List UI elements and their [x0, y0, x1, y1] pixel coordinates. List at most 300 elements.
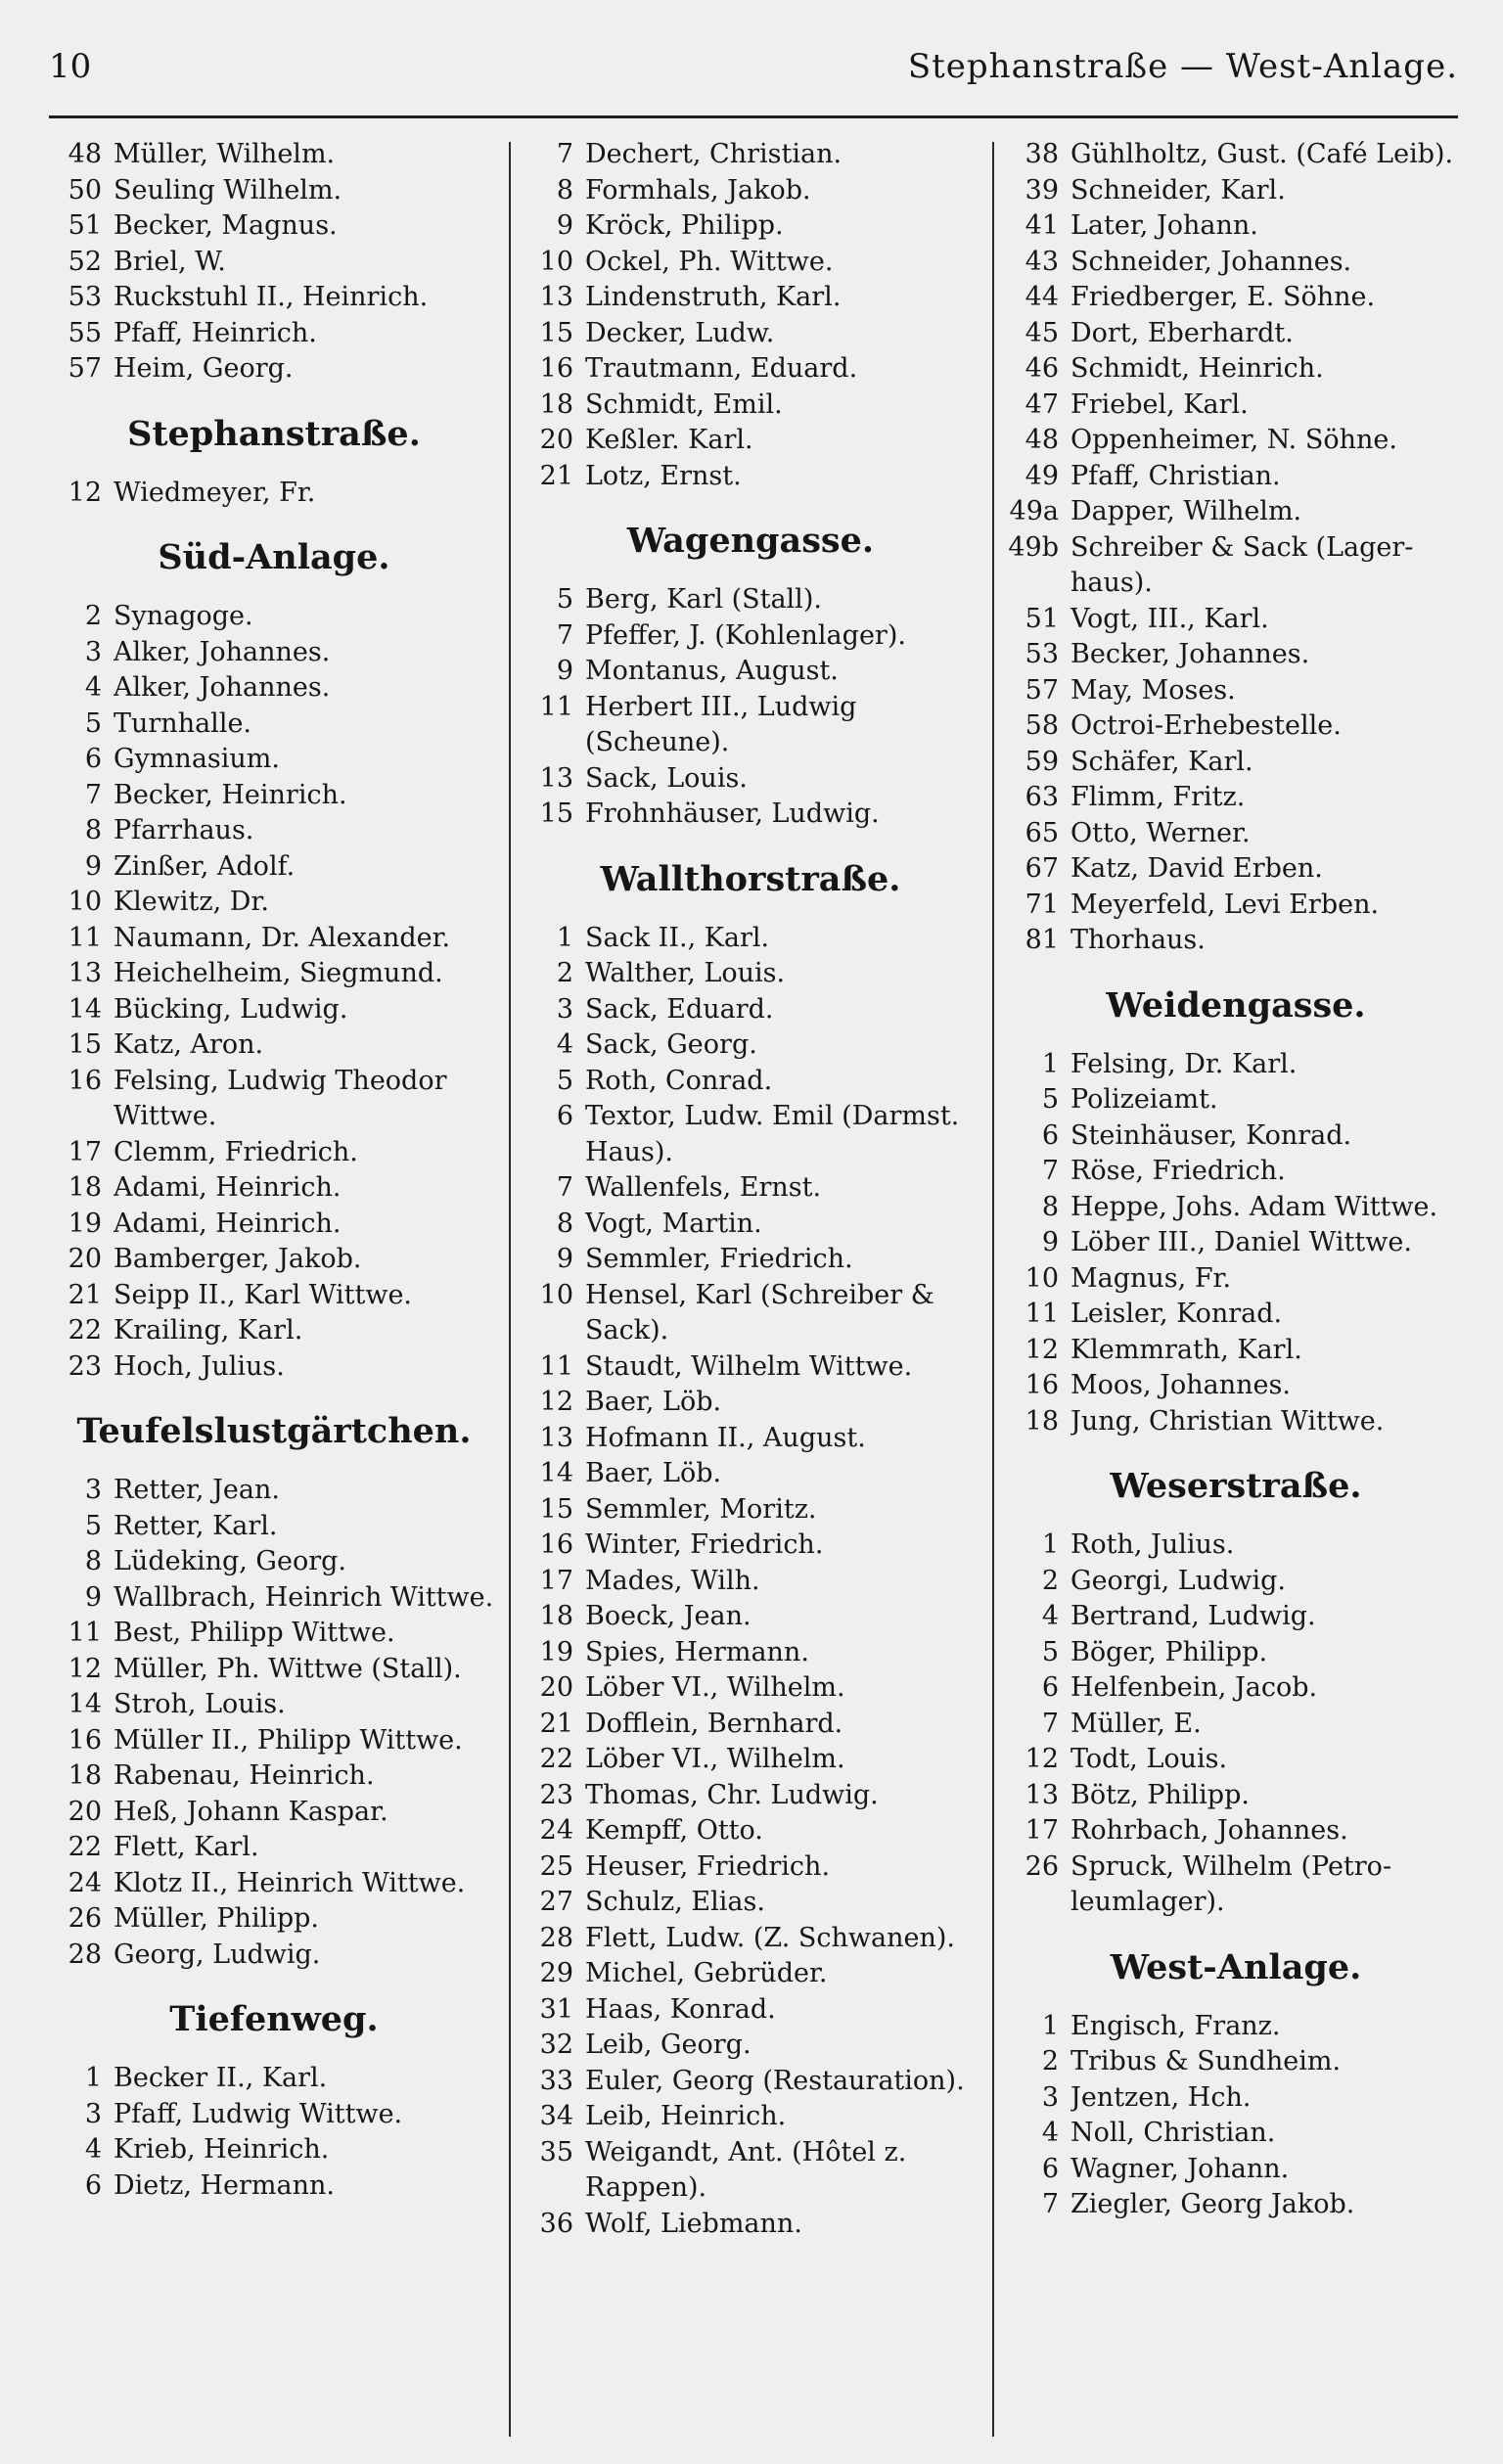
house-number: 5 — [84, 1510, 102, 1541]
directory-entry — [521, 1813, 980, 1849]
resident-name: Decker, Ludw. — [585, 317, 775, 348]
resident-name: Pfeffer, J. (Kohlenlager). — [585, 619, 906, 651]
house-number: 4 — [1041, 1601, 1059, 1631]
resident-name: Kempff, Otto. — [585, 1815, 763, 1846]
directory-entry — [49, 1170, 499, 1207]
directory-entry — [49, 2168, 499, 2205]
directory-entry — [1006, 1154, 1466, 1190]
house-number: 13 — [539, 282, 573, 312]
directory-entry — [1006, 1297, 1466, 1333]
resident-name: Gühlholtz, Gust. (Café Leib). — [1070, 139, 1454, 169]
resident-name: Tribus & Sundheim. — [1070, 2046, 1342, 2076]
resident-name: Schneider, Johannes. — [1070, 246, 1352, 277]
house-number: 19 — [68, 1208, 102, 1239]
resident-name: Ziegler, Georg Jakob. — [1070, 2189, 1355, 2219]
entry-continuation: (Scheune). — [585, 727, 730, 757]
house-number: 1 — [1041, 1048, 1059, 1079]
resident-name: Dietz, Hermann. — [114, 2169, 335, 2201]
resident-name: Magnus, Fr. — [1070, 1262, 1232, 1294]
resident-name: Krieb, Heinrich. — [114, 2134, 330, 2165]
resident-name: Noll, Christian. — [1070, 2118, 1276, 2148]
directory-entry — [1006, 2152, 1466, 2188]
house-number: 7 — [84, 779, 102, 810]
directory-entry — [521, 245, 980, 281]
street-heading: Weidengasse. — [1106, 984, 1366, 1026]
house-number: 34 — [539, 2101, 573, 2131]
directory-entry — [521, 1278, 980, 1314]
house-number: 7 — [556, 139, 573, 169]
house-number: 53 — [68, 282, 102, 312]
house-number: 33 — [539, 2065, 573, 2096]
directory-entry — [49, 670, 499, 707]
entry-continuation: Sack). — [585, 1315, 669, 1346]
house-number: 49 — [1025, 460, 1059, 491]
directory-entry — [521, 2028, 980, 2064]
resident-name: Heuser, Friedrich. — [585, 1850, 831, 1882]
resident-name: Löber III., Daniel Wittwe. — [1070, 1227, 1412, 1257]
directory-entry — [521, 1778, 980, 1814]
resident-name: Gymnasium. — [114, 744, 280, 774]
resident-name: Felsing, Ludwig Theodor — [114, 1065, 447, 1096]
directory-entry — [1006, 1404, 1466, 1440]
directory-entry — [521, 654, 980, 690]
resident-name: Heppe, Johs. Adam Wittwe. — [1070, 1191, 1438, 1222]
resident-name: Vogt, III., Karl. — [1070, 603, 1269, 634]
resident-name: Müller, Philipp. — [114, 1903, 320, 1934]
resident-name: Seipp II., Karl Wittwe. — [114, 1279, 413, 1310]
house-number: 9 — [84, 1581, 102, 1613]
directory-entry — [1006, 1707, 1466, 1743]
directory-entry — [521, 1385, 980, 1421]
resident-name: Bücking, Ludwig. — [114, 993, 348, 1025]
house-number: 16 — [68, 1724, 102, 1756]
house-number: 45 — [1025, 317, 1059, 348]
house-number: 14 — [539, 1458, 573, 1488]
directory-entry — [49, 992, 499, 1028]
house-number: 22 — [539, 1744, 573, 1774]
house-number: 12 — [68, 1653, 102, 1684]
resident-name: Hofmann II., August. — [585, 1422, 866, 1453]
resident-name: Becker II., Karl. — [114, 2063, 328, 2093]
street-heading: Stephanstraße. — [127, 413, 421, 454]
resident-name: Thomas, Chr. Ludwig. — [585, 1779, 879, 1810]
directory-entry — [49, 2097, 499, 2133]
column-divider — [509, 142, 511, 2437]
resident-name: Felsing, Dr. Karl. — [1070, 1048, 1298, 1079]
house-number: 67 — [1025, 853, 1059, 884]
resident-name: Becker, Johannes. — [1070, 639, 1310, 669]
resident-name: Montanus, August. — [585, 656, 839, 686]
house-number: 5 — [556, 1065, 573, 1096]
house-number: 50 — [68, 174, 102, 205]
resident-name: Sack II., Karl. — [585, 922, 770, 953]
house-number: 6 — [1041, 1672, 1059, 1703]
house-number: 13 — [539, 762, 573, 794]
resident-name: Leisler, Konrad. — [1070, 1299, 1283, 1329]
street-heading: Süd-Anlage. — [158, 537, 390, 577]
column-1 — [49, 137, 499, 2204]
house-number: 9 — [556, 656, 573, 686]
resident-name: Polizeiamt. — [1070, 1084, 1218, 1115]
house-number: 51 — [1025, 603, 1059, 634]
house-number: 48 — [1025, 425, 1059, 455]
house-number: 17 — [539, 1565, 573, 1596]
directory-entry — [1006, 2080, 1466, 2117]
house-number: 2 — [84, 601, 102, 631]
resident-name: Haas, Konrad. — [585, 1993, 776, 2025]
resident-name: Wallbrach, Heinrich Wittwe. — [114, 1581, 494, 1613]
directory-entry — [521, 208, 980, 245]
house-number: 49a — [1009, 496, 1059, 526]
directory-entry — [49, 1473, 499, 1509]
directory-entry — [49, 1135, 499, 1171]
resident-name: Hensel, Karl (Schreiber & — [585, 1279, 934, 1310]
directory-entry — [521, 2207, 980, 2243]
street-heading: Weserstraße. — [1110, 1466, 1362, 1506]
entry-continuation: Haus). — [585, 1136, 674, 1167]
resident-name: Rohrbach, Johannes. — [1070, 1815, 1348, 1846]
directory-entry — [521, 1528, 980, 1564]
resident-name: Walther, Louis. — [585, 958, 786, 988]
directory-entry — [49, 635, 499, 671]
resident-name: Müller II., Philipp Wittwe. — [114, 1724, 463, 1756]
house-number: 16 — [539, 353, 573, 384]
directory-entry — [1006, 208, 1466, 245]
house-number: 28 — [539, 1922, 573, 1953]
directory-entry — [49, 351, 499, 388]
resident-name: Friebel, Karl. — [1070, 388, 1249, 420]
resident-name: Schreiber & Sack (Lager- — [1070, 531, 1414, 563]
house-number: 22 — [68, 1315, 102, 1346]
resident-name: Jung, Christian Wittwe. — [1070, 1405, 1385, 1437]
directory-entry — [49, 885, 499, 921]
resident-name: Roth, Julius. — [1070, 1529, 1235, 1560]
directory-entry — [521, 1064, 980, 1100]
directory-entry — [1006, 1047, 1466, 1083]
directory-entry — [49, 1509, 499, 1545]
directory-entry — [1006, 1118, 1466, 1155]
resident-name: Schulz, Elias. — [585, 1887, 765, 1917]
house-number: 4 — [84, 672, 102, 703]
house-number: 65 — [1025, 817, 1059, 848]
house-number: 12 — [1025, 1334, 1059, 1365]
house-number: 35 — [539, 2136, 573, 2167]
directory-entry — [1006, 1225, 1466, 1261]
resident-name: Jentzen, Hch. — [1070, 2081, 1252, 2113]
directory-entry — [49, 208, 499, 245]
directory-entry — [49, 599, 499, 635]
house-number: 17 — [1025, 1815, 1059, 1846]
resident-name: Müller, Wilhelm. — [114, 139, 336, 169]
directory-entry — [1006, 530, 1466, 567]
directory-entry — [1006, 316, 1466, 352]
house-number: 22 — [68, 1832, 102, 1862]
resident-name: Katz, Aron. — [114, 1029, 264, 1060]
resident-name: Spruck, Wilhelm (Petro- — [1070, 1850, 1392, 1882]
resident-name: Alker, Johannes. — [114, 636, 331, 667]
house-number: 3 — [1041, 2081, 1059, 2113]
house-number: 20 — [539, 1672, 573, 1703]
house-number: 15 — [539, 1493, 573, 1525]
house-number: 26 — [1025, 1850, 1059, 1882]
directory-entry — [49, 1544, 499, 1580]
resident-name: Baer, Löb. — [585, 1387, 722, 1417]
directory-entry — [1006, 245, 1466, 281]
resident-name: Retter, Jean. — [114, 1475, 280, 1505]
house-number: 12 — [1025, 1744, 1059, 1774]
resident-name: Mades, Wilh. — [585, 1565, 760, 1596]
directory-entry — [1006, 602, 1466, 638]
resident-name: Dapper, Wilhelm. — [1070, 496, 1302, 526]
directory-entry — [521, 1670, 980, 1707]
directory-entry — [521, 761, 980, 798]
resident-name: Synagoge. — [114, 601, 253, 631]
directory-entry — [1006, 1564, 1466, 1600]
entry-continuation: leumlager). — [1070, 1887, 1225, 1917]
house-number: 21 — [539, 1708, 573, 1739]
directory-entry — [49, 2132, 499, 2168]
directory-entry — [521, 690, 980, 726]
resident-name: Röse, Friedrich. — [1070, 1156, 1286, 1186]
directory-entry — [521, 316, 980, 352]
house-number: 48 — [68, 139, 102, 169]
directory-entry — [49, 956, 499, 992]
resident-name: Dofflein, Bernhard. — [585, 1708, 843, 1739]
resident-name: Heim, Georg. — [114, 353, 294, 384]
resident-name: Michel, Gebrüder. — [585, 1958, 828, 1988]
house-number: 1 — [556, 922, 573, 953]
house-number: 29 — [539, 1958, 573, 1988]
directory-entry — [49, 280, 499, 316]
directory-entry — [1006, 1778, 1466, 1814]
house-number: 11 — [539, 691, 573, 722]
resident-name: Hoch, Julius. — [114, 1350, 285, 1382]
directory-entry — [1006, 1528, 1466, 1564]
resident-name: Müller, Ph. Wittwe (Stall). — [114, 1653, 462, 1684]
column-3 — [1006, 137, 1466, 2223]
resident-name: Wiedmeyer, Fr. — [114, 477, 316, 508]
directory-entry — [49, 707, 499, 743]
resident-name: Keßler. Karl. — [585, 425, 753, 455]
resident-name: Zinßer, Adolf. — [114, 850, 296, 882]
directory-entry — [1006, 708, 1466, 745]
directory-entry — [521, 137, 980, 173]
resident-name: Klotz II., Heinrich Wittwe. — [114, 1867, 466, 1898]
resident-name: Georg, Ludwig. — [114, 1939, 321, 1970]
house-number: 49b — [1008, 531, 1059, 563]
directory-entry — [49, 1616, 499, 1652]
resident-name: Dechert, Christian. — [585, 139, 843, 169]
resident-name: Weigandt, Ant. (Hôtel z. — [585, 2136, 907, 2167]
house-number: 53 — [1025, 639, 1059, 669]
house-number: 55 — [68, 317, 102, 348]
directory-entry — [521, 459, 980, 495]
house-number: 38 — [1025, 139, 1059, 169]
house-number: 10 — [68, 887, 102, 917]
house-number: 4 — [556, 1029, 573, 1060]
directory-entry — [49, 1795, 499, 1831]
directory-entry — [521, 1099, 980, 1135]
resident-name: Krailing, Karl. — [114, 1315, 303, 1346]
house-number: 44 — [1025, 282, 1059, 312]
resident-name: Boeck, Jean. — [585, 1601, 752, 1631]
resident-name: Todt, Louis. — [1070, 1744, 1228, 1774]
directory-entry — [521, 618, 980, 655]
house-number: 6 — [1041, 2153, 1059, 2184]
house-number: 11 — [539, 1350, 573, 1382]
directory-entry — [1006, 351, 1466, 388]
directory-entry — [1006, 2116, 1466, 2152]
entry-continuation: Rappen). — [585, 2172, 707, 2203]
street-heading: West-Anlage. — [1110, 1946, 1362, 1987]
house-number: 12 — [539, 1387, 573, 1417]
house-number: 23 — [68, 1350, 102, 1382]
house-number: 23 — [539, 1779, 573, 1810]
street-heading: Teufelslustgärtchen. — [76, 1411, 472, 1451]
house-number: 9 — [556, 1244, 573, 1274]
header-rule — [49, 115, 1458, 118]
directory-entry — [521, 1921, 980, 1957]
house-number: 24 — [68, 1867, 102, 1898]
house-number: 59 — [1025, 746, 1059, 777]
column-divider — [992, 142, 994, 2437]
directory-entry — [49, 1830, 499, 1866]
directory-entry — [1006, 494, 1466, 530]
resident-name: Müller, E. — [1070, 1708, 1202, 1739]
house-number: 5 — [84, 707, 102, 739]
house-number: 51 — [68, 210, 102, 241]
house-number: 16 — [539, 1529, 573, 1560]
house-number: 18 — [539, 388, 573, 420]
directory-entry — [49, 1901, 499, 1938]
resident-name: Textor, Ludw. Emil (Darmst. — [585, 1101, 960, 1131]
resident-name: Semmler, Friedrich. — [585, 1244, 853, 1274]
resident-name: Moos, Johannes. — [1070, 1370, 1291, 1400]
house-number: 8 — [1041, 1191, 1059, 1222]
house-number: 57 — [68, 353, 102, 384]
directory-entry — [49, 1027, 499, 1064]
resident-name: Berg, Karl (Stall). — [585, 584, 822, 615]
resident-name: May, Moses. — [1070, 674, 1236, 706]
resident-name: Trautmann, Eduard. — [585, 353, 858, 384]
resident-name: Klewitz, Dr. — [114, 887, 269, 917]
directory-entry — [521, 1564, 980, 1600]
directory-entry — [49, 2061, 499, 2097]
resident-name: Winter, Friedrich. — [585, 1529, 824, 1560]
house-number: 9 — [1041, 1227, 1059, 1257]
directory-entry — [1006, 637, 1466, 673]
house-number: 24 — [539, 1815, 573, 1846]
directory-entry — [521, 956, 980, 992]
directory-entry — [521, 1956, 980, 1992]
resident-name: Wallenfels, Ernst. — [585, 1172, 822, 1203]
directory-entry — [1006, 388, 1466, 424]
resident-name: Vogt, Martin. — [585, 1208, 762, 1239]
house-number: 26 — [68, 1903, 102, 1934]
directory-entry — [49, 1278, 499, 1314]
directory-entry — [1006, 745, 1466, 781]
house-number: 8 — [84, 1546, 102, 1576]
house-number: 14 — [68, 1689, 102, 1719]
house-number: 8 — [84, 815, 102, 845]
resident-name: Later, Johann. — [1070, 210, 1258, 241]
directory-entry — [1006, 1599, 1466, 1635]
house-number: 15 — [539, 799, 573, 829]
directory-entry — [49, 1687, 499, 1723]
house-number: 16 — [1025, 1370, 1059, 1400]
resident-name: Sack, Georg. — [585, 1029, 757, 1060]
resident-name: Schneider, Karl. — [1070, 174, 1286, 205]
house-number: 28 — [68, 1939, 102, 1970]
directory-entry — [1006, 780, 1466, 816]
resident-name: Löber VI., Wilhelm. — [585, 1744, 845, 1774]
directory-entry — [49, 1723, 499, 1759]
house-number: 18 — [68, 1760, 102, 1791]
house-number: 4 — [1041, 2118, 1059, 2148]
house-number: 19 — [539, 1636, 573, 1667]
resident-name: Helfenbein, Jacob. — [1070, 1672, 1318, 1703]
resident-name: Clemm, Friedrich. — [114, 1136, 358, 1167]
resident-name: Adami, Heinrich. — [114, 1172, 342, 1203]
resident-name: Staudt, Wilhelm Wittwe. — [585, 1350, 913, 1382]
resident-name: Bötz, Philipp. — [1070, 1779, 1250, 1810]
house-number: 9 — [556, 210, 573, 241]
house-number: 13 — [539, 1422, 573, 1453]
directory-entry — [1006, 1190, 1466, 1226]
directory-entry — [521, 1242, 980, 1278]
resident-name: Kröck, Philipp. — [585, 210, 784, 241]
house-number: 7 — [1041, 1708, 1059, 1739]
directory-entry — [49, 778, 499, 814]
resident-name: Naumann, Dr. Alexander. — [114, 922, 451, 953]
house-number: 17 — [68, 1136, 102, 1167]
directory-entry — [49, 921, 499, 957]
house-number: 41 — [1025, 210, 1059, 241]
directory-entry — [1006, 1082, 1466, 1118]
house-number: 81 — [1025, 925, 1059, 955]
directory-entry — [521, 1349, 980, 1386]
house-number: 27 — [539, 1887, 573, 1917]
directory-entry — [521, 280, 980, 316]
directory-entry — [521, 351, 980, 388]
house-number: 20 — [68, 1244, 102, 1274]
directory-entry — [521, 2099, 980, 2135]
directory-entry — [1006, 423, 1466, 459]
house-number: 2 — [1041, 1565, 1059, 1596]
directory-entry — [521, 1992, 980, 2029]
resident-name: Formhals, Jakob. — [585, 174, 811, 205]
resident-name: Roth, Conrad. — [585, 1065, 773, 1096]
house-number: 10 — [539, 246, 573, 277]
resident-name: Pfaff, Heinrich. — [114, 317, 317, 348]
house-number: 7 — [1041, 1156, 1059, 1186]
street-heading: Wagengasse. — [626, 521, 875, 561]
resident-name: Leib, Georg. — [585, 2030, 752, 2060]
house-number: 52 — [68, 246, 102, 277]
resident-name: Flimm, Fritz. — [1070, 782, 1246, 812]
resident-name: Böger, Philipp. — [1070, 1636, 1268, 1667]
resident-name: Stroh, Louis. — [114, 1689, 286, 1719]
resident-name: Briel, W. — [114, 246, 226, 277]
house-number: 20 — [68, 1796, 102, 1827]
directory-entry — [49, 1064, 499, 1100]
directory-entry — [521, 1207, 980, 1243]
directory-entry — [521, 2064, 980, 2100]
directory-entry — [521, 1707, 980, 1743]
resident-name: Becker, Heinrich. — [114, 779, 347, 810]
resident-name: Oppenheimer, N. Söhne. — [1070, 425, 1397, 455]
resident-name: Lüdeking, Georg. — [114, 1546, 346, 1576]
